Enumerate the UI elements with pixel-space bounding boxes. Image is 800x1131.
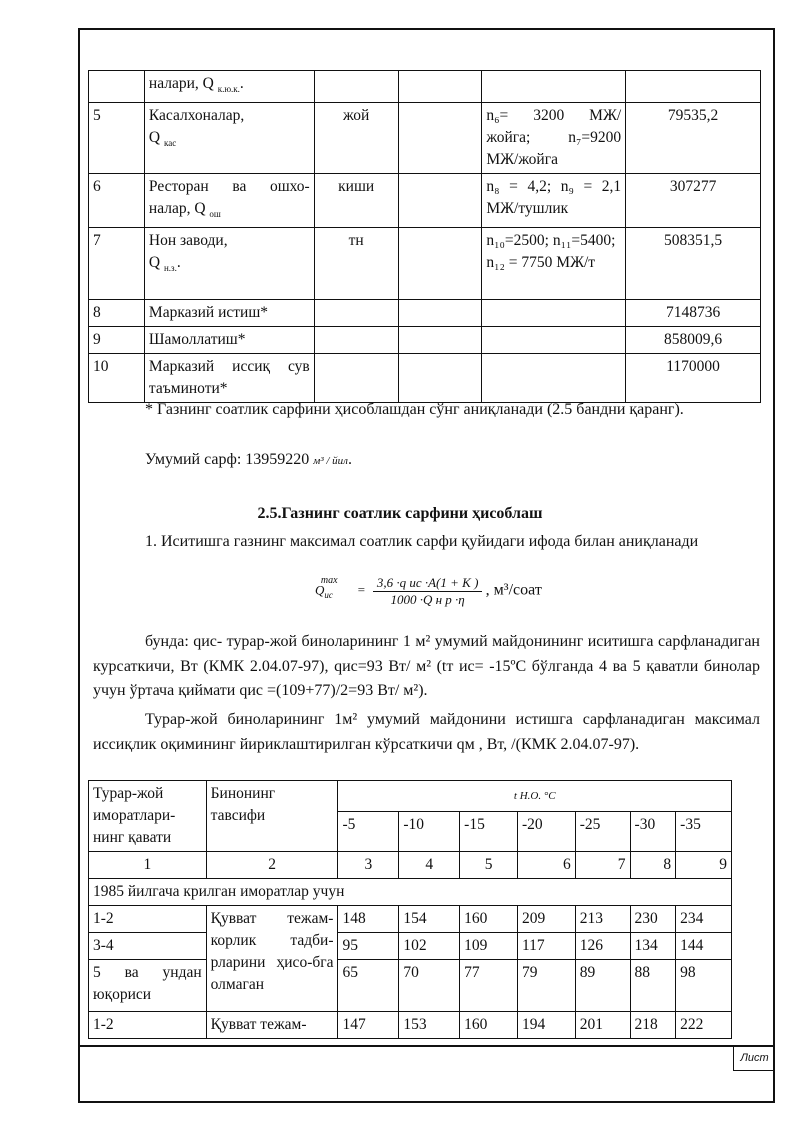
- value-cell: 65: [338, 960, 399, 1012]
- description-cell: Қувват тежам-: [206, 1012, 338, 1039]
- row-unit: тн: [314, 228, 398, 300]
- value-cell: 70: [399, 960, 460, 1012]
- row-name: Нон заводи, Q $_{н.з.}$.: [144, 228, 314, 300]
- table-row: [89, 327, 761, 354]
- table-row: [89, 933, 732, 960]
- temp-cell: -30: [630, 812, 676, 852]
- row-value: 79535,2: [626, 103, 761, 174]
- value-cell: 88: [630, 960, 676, 1012]
- footnote: * Газнинг соатлик сарфини ҳисоблашдан сўнг аниқланади (2.5 бандни қаранг).: [145, 401, 684, 418]
- row-number: 7: [89, 228, 145, 300]
- group-title: 1985 йилгача крилган иморатлар учун: [89, 879, 732, 906]
- value-cell: 201: [575, 1012, 630, 1039]
- sheet-label: Лист: [733, 1045, 775, 1071]
- table-row: [89, 906, 732, 933]
- table-row: [89, 71, 761, 103]
- row-number: 9: [89, 327, 145, 354]
- value-cell: 160: [460, 906, 518, 933]
- value-cell: 117: [517, 933, 575, 960]
- value-cell: 134: [630, 933, 676, 960]
- row-name: Шамоллатиш*: [144, 327, 314, 354]
- value-cell: 222: [676, 1012, 732, 1039]
- consumption-table: [88, 70, 761, 403]
- section-title: 2.5.Газнинг соатлик сарфини ҳисоблаш: [257, 505, 543, 522]
- floor-cell: 3-4: [89, 933, 207, 960]
- value-cell: 160: [460, 1012, 518, 1039]
- value-cell: 144: [676, 933, 732, 960]
- title-block-line: [78, 1045, 775, 1047]
- value-cell: 194: [517, 1012, 575, 1039]
- row-norm: n₈ = 4,2; n₉ = 2,1 МЖ/тушлик: [482, 174, 626, 228]
- value-cell: 109: [460, 933, 518, 960]
- value-cell: 89: [575, 960, 630, 1012]
- value-cell: 213: [575, 906, 630, 933]
- value-cell: 77: [460, 960, 518, 1012]
- row-unit: жой: [314, 103, 398, 174]
- col-number: 3: [338, 852, 399, 879]
- temp-cell: -5: [338, 812, 399, 852]
- heat-flow-table: [88, 780, 732, 1039]
- row-number: 5: [89, 103, 145, 174]
- row-value: 7148736: [626, 300, 761, 327]
- value-cell: 102: [399, 933, 460, 960]
- value-cell: 147: [338, 1012, 399, 1039]
- value-cell: 153: [399, 1012, 460, 1039]
- temp-cell: -20: [517, 812, 575, 852]
- temp-cell: -25: [575, 812, 630, 852]
- table-row: [89, 103, 761, 174]
- group-title-row: [89, 879, 732, 906]
- value-cell: 218: [630, 1012, 676, 1039]
- total-consumption: Умумий сарф: 13959220 м³ / йил.: [145, 451, 352, 468]
- value-cell: 126: [575, 933, 630, 960]
- table-row: [89, 1012, 732, 1039]
- value-cell: 148: [338, 906, 399, 933]
- col-number: 2: [206, 852, 338, 879]
- header-description: Бинонинг тавсифи: [206, 781, 338, 852]
- row-value: 307277: [626, 174, 761, 228]
- row-number: 6: [89, 174, 145, 228]
- row-name: Марказий иссиқ сув таъминоти*: [144, 354, 314, 403]
- header-temperature: t Н.О. °С: [338, 781, 732, 812]
- col-number: 6: [517, 852, 575, 879]
- col-number: 8: [630, 852, 676, 879]
- row-name: Касалхоналар, Q $_{кас}$: [144, 103, 314, 174]
- row-number: 10: [89, 354, 145, 403]
- table-row: [89, 354, 761, 403]
- table-row: [89, 960, 732, 1012]
- table-row: [89, 174, 761, 228]
- value-cell: 98: [676, 960, 732, 1012]
- formula: $Q_{ис}^{max}$ = $\frac{\text{3,6 ·q ис ·A(1 + K )}}{\text{1000 ·Q н р ·η}}$ , м³/соат: [315, 575, 542, 607]
- column-number-row: [89, 852, 732, 879]
- value-cell: 234: [676, 906, 732, 933]
- value-cell: 154: [399, 906, 460, 933]
- row-value: 1170000: [626, 354, 761, 403]
- row-value: 858009,6: [626, 327, 761, 354]
- floor-cell: 5 ва ундан юқориси: [89, 960, 207, 1012]
- row-number: [89, 71, 145, 103]
- col-number: 4: [399, 852, 460, 879]
- value-cell: 79: [517, 960, 575, 1012]
- value-cell: 209: [517, 906, 575, 933]
- row-unit: киши: [314, 174, 398, 228]
- paragraph: 1. Иситишга газнинг максимал соатлик сарфи қуйидаги ифода билан аниқланади: [145, 533, 699, 550]
- row-name: Марказий истиш*: [144, 300, 314, 327]
- paragraph: Турар-жой биноларининг 1м² умумий майдонини истишга сарфланадиган максимал иссиқлик оқимининг йириклаштирилган кўрсаткичи qм , Вт, /(КМК 2.04.07-97).: [93, 711, 760, 753]
- row-name: налари, Q $_{к.ю.к.}$.: [144, 71, 314, 103]
- col-number: 9: [676, 852, 732, 879]
- row-value: 508351,5: [626, 228, 761, 300]
- row-norm: n₆= 3200 МЖ/жойга; n₇=9200 МЖ/жойга: [482, 103, 626, 174]
- floor-cell: 1-2: [89, 906, 207, 933]
- value-cell: 230: [630, 906, 676, 933]
- paragraph: бунда: qис- турар-жой биноларининг 1 м² умумий майдонининг иситишга сарфланадиган курсаткичи, Вт (КМК 2.04.07-97), qис=93 Вт/ м² (tт ис= -15ºС бўлганда 4 ва 5 қаватли бинолар учун ўртача қиймати qис =(109+77)/2=93 Вт/ м²).: [93, 633, 760, 699]
- temp-cell: -35: [676, 812, 732, 852]
- group-description: Қувват тежам-корлик тадби-рларини ҳисо-бга олмаган: [206, 906, 338, 1012]
- table-row: [89, 228, 761, 300]
- table-row: [89, 300, 761, 327]
- value-cell: 95: [338, 933, 399, 960]
- temp-cell: -10: [399, 812, 460, 852]
- row-name: Ресторан ва ошхо-налар, Q $_{ош}$: [144, 174, 314, 228]
- row-number: 8: [89, 300, 145, 327]
- header-floor: Турар-жой иморатлари-нинг қавати: [89, 781, 207, 852]
- col-number: 7: [575, 852, 630, 879]
- floor-cell: 1-2: [89, 1012, 207, 1039]
- table-header-row: [89, 781, 732, 812]
- col-number: 1: [89, 852, 207, 879]
- temp-cell: -15: [460, 812, 518, 852]
- col-number: 5: [460, 852, 518, 879]
- row-norm: n₁₀=2500; n₁₁=5400; n₁₂ = 7750 МЖ/т: [482, 228, 626, 300]
